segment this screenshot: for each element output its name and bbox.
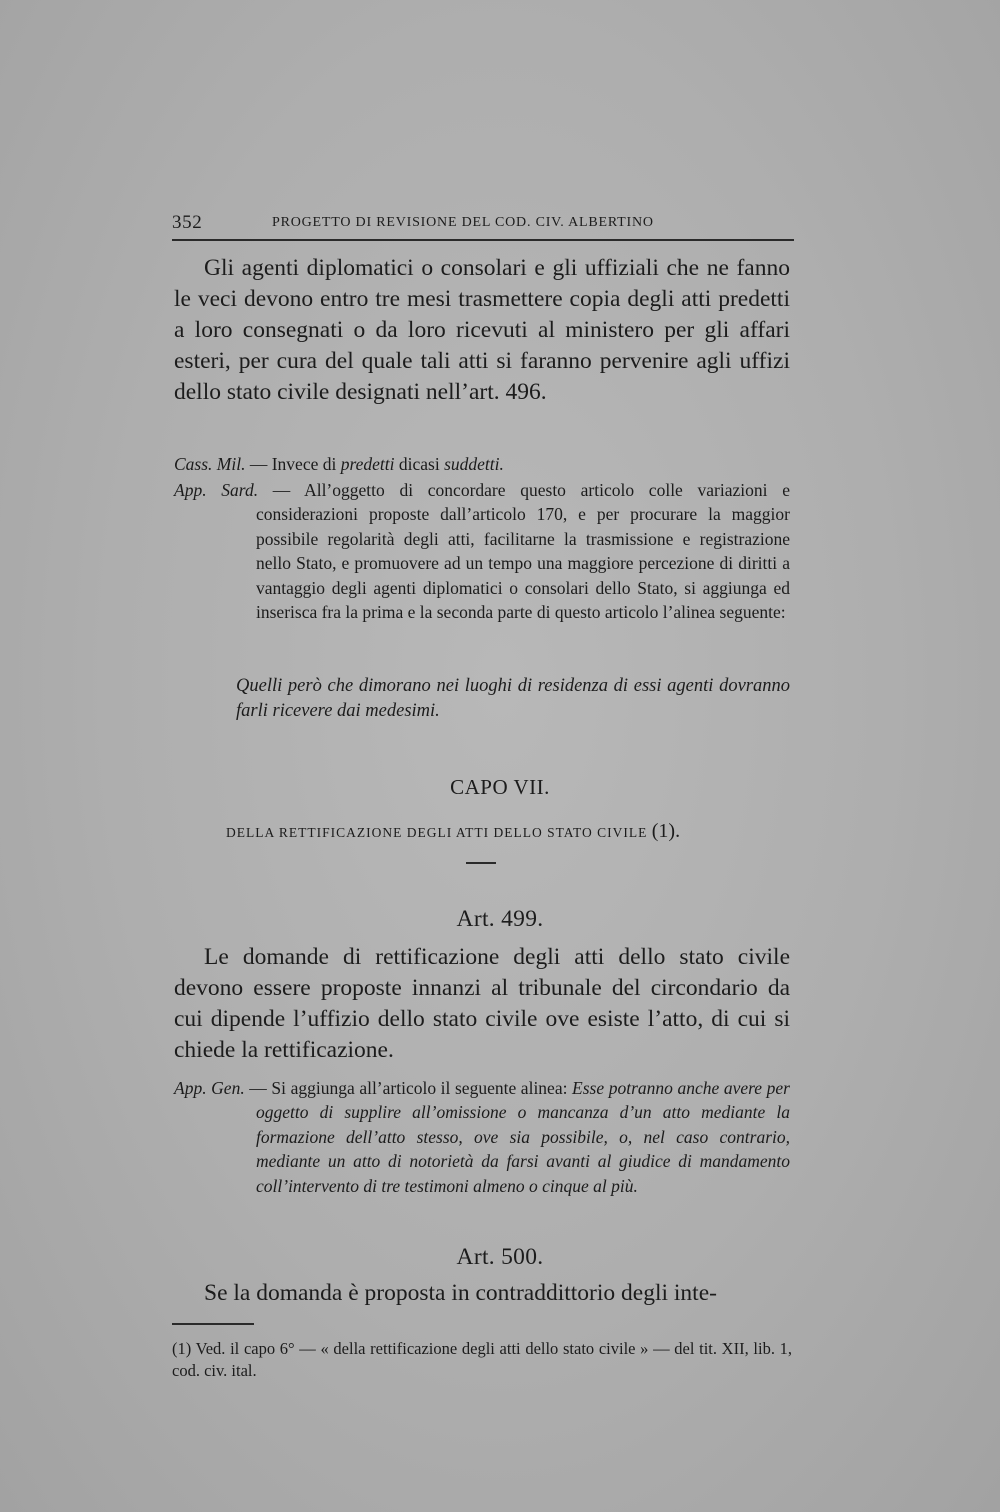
footnote-rule <box>172 1323 254 1325</box>
note-italic-text: Esse potranno anche avere per oggetto di supplire all’omissione o mancanza d’un atto mediante la formazione dell’atto stesso, ove sia possibile, o, nel caso contrario, mediante un atto di notorietà da farsi avanti al giudice di mandamento coll’intervento di tre testimoni almeno o cinque al più. <box>256 1078 790 1196</box>
note-source: App. Gen. <box>174 1078 245 1098</box>
page-number: 352 <box>172 212 203 233</box>
note-cass-mil <box>174 452 790 476</box>
chapter-title: CAPO VII. <box>450 775 550 799</box>
note-app-sard <box>174 478 790 624</box>
note-word: predetti <box>340 454 395 474</box>
article-498-text: Gli agenti diplomatici o consolari e gli uffiziali che ne fanno le veci devono entro tre mesi trasmettere copia degli atti predetti a loro consegnati o da loro ricevuti al ministero per gli affari esteri, per cura del quale tali atti si faranno pervenire agli uffizi dello stato civile designati nell’art. 496. <box>174 255 790 405</box>
note-quote: Quelli però che dimorano nei luoghi di residenza di essi agenti dovranno farli ricevere dai medesimi. <box>236 676 790 721</box>
footnote: (1) Ved. il capo 6° — « della rettificazione degli atti dello stato civile » — del tit. XII, lib. 1, cod. civ. ital. <box>172 1339 792 1380</box>
header-rule <box>172 239 794 241</box>
note-app-gen <box>174 1076 790 1198</box>
chapter-subtitle <box>226 820 786 843</box>
note-source: App. Sard. <box>174 480 259 500</box>
article-499-text: Le domande di rettificazione degli atti dello stato civile devono essere proposte innanzi al tribunale del circondario da cui dipende l’uffizio dello stato civile ove esiste l’atto, di cui si chiede la rettificazione. <box>174 944 790 1063</box>
section-rule <box>466 862 496 864</box>
note-dash: — <box>258 480 305 500</box>
note-text: Si aggiunga all’articolo il seguente alinea: <box>271 1078 573 1098</box>
note-text: Invece di <box>271 454 341 474</box>
page-header <box>172 212 794 238</box>
article-500-text: Se la domanda è proposta in contraddittorio degli inte- <box>204 1280 717 1306</box>
running-head: PROGETTO DI REVISIONE DEL COD. CIV. ALBERTINO <box>272 215 654 230</box>
note-word: suddetti. <box>444 454 504 474</box>
footnote-reference: (1). <box>651 820 681 842</box>
note-dash: — <box>245 454 272 474</box>
article-500-title: Art. 500. <box>456 1244 544 1270</box>
note-hanging-paragraph <box>174 478 790 624</box>
note-text: dicasi <box>394 454 445 474</box>
note-dash: — <box>244 1078 272 1098</box>
article-499-title: Art. 499. <box>456 906 544 932</box>
note-hanging-paragraph <box>174 1076 790 1198</box>
note-text: All’oggetto di concordare questo articolo colle variazioni e considerazioni proposte dall’articolo 170, e per procurare la maggior possibile regolarità degli atti, facilitarne la trasmissione e registrazione nello Stato, e promuovere ad un tempo una maggiore percezione di diritti a vantaggio degli agenti diplomatici o consolari dello Stato, si aggiunga ed inserisca fra la prima e la seconda parte di questo articolo l’alinea seguente: <box>256 480 790 623</box>
note-source: Cass. Mil. <box>174 454 246 474</box>
chapter-subtitle-text: DELLA RETTIFICAZIONE DEGLI ATTI DELLO STATO CIVILE <box>226 825 648 840</box>
